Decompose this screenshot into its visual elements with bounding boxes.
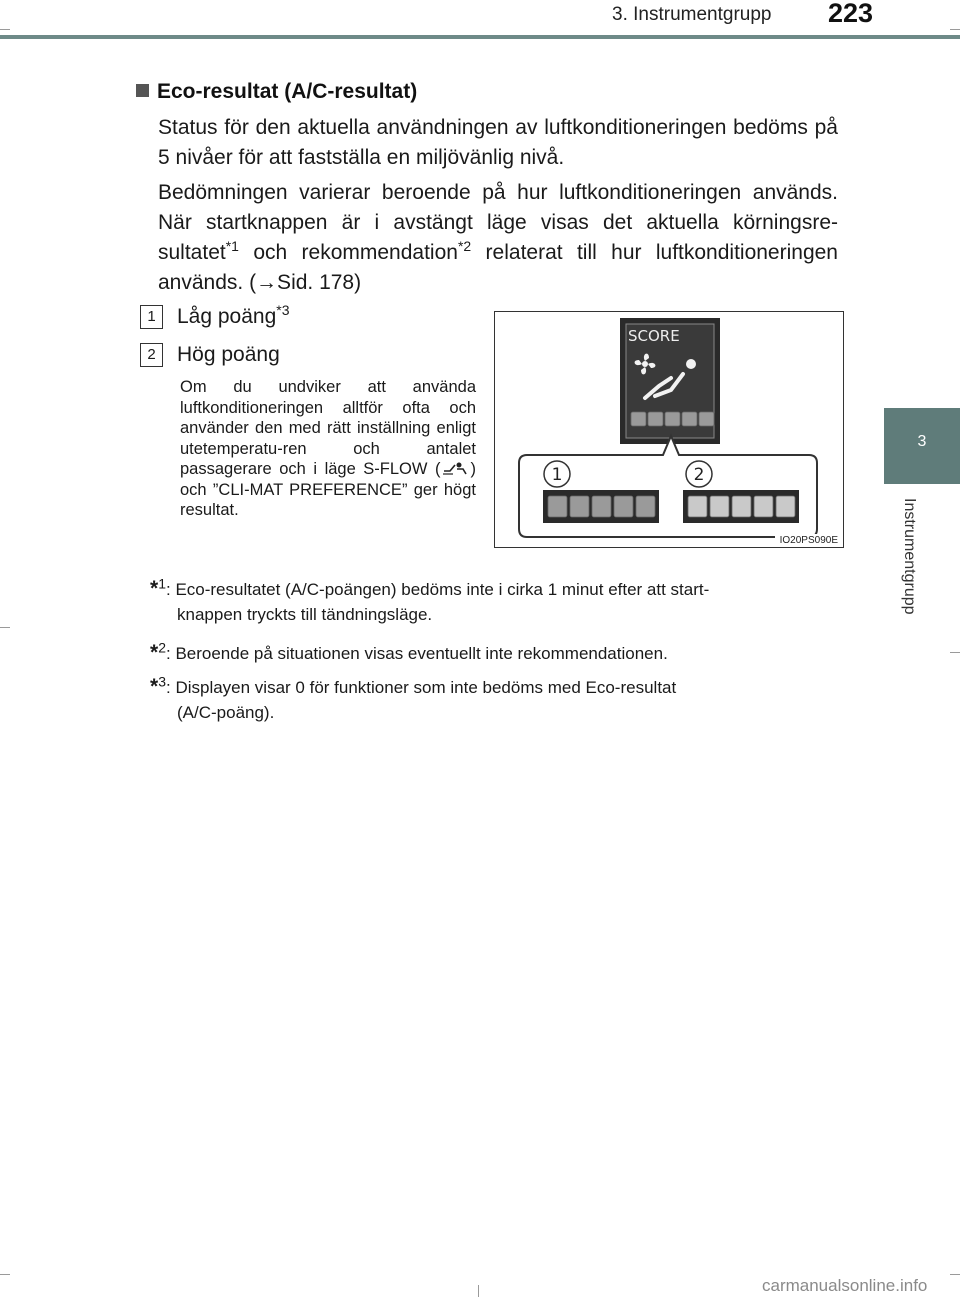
footnote-3: *$^3$: Displayen visar 0 för funktioner som inte bedöms med Eco-resultat (A/C-poäng). bbox=[150, 674, 840, 725]
side-tab-chapter-number: 3 bbox=[884, 408, 960, 484]
paragraph-assessment-text-c: relaterat till hur luftkonditioneringen används. (→Sid. 178) bbox=[158, 241, 838, 294]
callout-number-2: 2 bbox=[693, 465, 705, 485]
footnote-1: *$^1$: Eco-resultatet (A/C-poängen) bedöms inte i cirka 1 minut efter att start- knappen tryckts till tändningsläge. bbox=[150, 576, 840, 627]
paragraph-status bbox=[158, 113, 838, 173]
crop-mark bbox=[478, 1285, 479, 1297]
eco-score-figure bbox=[494, 311, 844, 548]
list-item-low-score bbox=[140, 302, 290, 329]
low-score-bar bbox=[548, 496, 655, 517]
section-heading-text: Eco-resultat (A/C-resultat) bbox=[157, 80, 418, 103]
square-bullet-icon bbox=[136, 84, 149, 97]
footnote-2-text: Beroende på situationen visas eventuellt inte rekommendationen. bbox=[175, 644, 668, 663]
paragraph-assessment-text-a: Bedömningen varierar beroende på hur luftkonditioneringen används. När startknappen är i avstängt läge visas det aktuella körningsre-sultatet bbox=[158, 181, 838, 264]
low-score-segment bbox=[614, 496, 633, 517]
item-label-low-score: Låg poäng bbox=[177, 305, 277, 328]
callout-number-1: 1 bbox=[551, 465, 563, 485]
header-rule bbox=[0, 35, 960, 39]
footnote-3-marker: * bbox=[150, 675, 159, 698]
footnote-1-text: Eco-resultatet (A/C-poängen) bedöms inte i cirka 1 minut efter att start- bbox=[175, 580, 710, 599]
item-number-1: 1 bbox=[140, 305, 163, 329]
item-label-high-score: Hög poäng bbox=[177, 343, 280, 366]
side-tab-label-text: Instrumentgrupp bbox=[901, 498, 918, 615]
footnote-ref-3: *3 bbox=[276, 302, 290, 318]
high-score-segment bbox=[688, 496, 707, 517]
crop-mark bbox=[950, 29, 960, 30]
description-text-b: ) och ”CLI-MAT PREFERENCE” ger högt resultat. bbox=[180, 460, 476, 519]
paragraph-status-text: Status för den aktuella användningen av luftkonditioneringen bedöms på 5 nivåer för att fastställa en miljövänlig nivå. bbox=[158, 116, 838, 169]
chapter-title: 3. Instrumentgrupp bbox=[612, 4, 772, 25]
item-number-2: 2 bbox=[140, 343, 163, 367]
low-score-segment bbox=[548, 496, 567, 517]
description-text-a: Om du undviker att använda luftkonditioneringen alltför ofta och använder den med rätt inställning enligt utetemperatu-ren och antalet passagerare och i läge S-FLOW ( bbox=[180, 378, 476, 478]
footnote-3-text-cont: (A/C-poäng). bbox=[177, 703, 275, 722]
footnote-ref-2: *2 bbox=[457, 238, 472, 254]
crop-mark bbox=[950, 652, 960, 653]
footnote-3-number: 3 bbox=[158, 673, 166, 690]
paragraph-assessment bbox=[158, 178, 838, 298]
section-heading bbox=[136, 80, 417, 104]
footnote-1-marker: * bbox=[150, 577, 159, 600]
footnote-2: *$^2$: Beroende på situationen visas eventuellt inte rekommendationen. bbox=[150, 639, 668, 664]
footnote-2-number: 2 bbox=[158, 639, 166, 656]
footnote-1-text-cont: knappen tryckts till tändningsläge. bbox=[177, 605, 433, 624]
watermark: carmanualsonline.info bbox=[762, 1276, 928, 1295]
page-number: 223 bbox=[828, 0, 874, 28]
screen-score-segment bbox=[648, 412, 663, 426]
high-score-segment bbox=[754, 496, 773, 517]
list-item-high-score bbox=[140, 343, 280, 367]
paragraph-assessment-text-b: och rekommendation bbox=[238, 241, 458, 264]
screen-score-segment bbox=[682, 412, 697, 426]
high-score-segment bbox=[732, 496, 751, 517]
screen-score-segment bbox=[631, 412, 646, 426]
footnote-3-text: Displayen visar 0 för funktioner som inte bedöms med Eco-resultat bbox=[175, 678, 677, 697]
screen-score-segment bbox=[699, 412, 714, 426]
side-tab-label bbox=[886, 494, 926, 644]
crop-mark bbox=[0, 1274, 10, 1275]
low-score-segment bbox=[636, 496, 655, 517]
high-score-bar bbox=[688, 496, 795, 517]
screen-score-label: SCORE bbox=[628, 327, 680, 345]
screen-score-bar bbox=[631, 412, 714, 426]
low-score-segment bbox=[570, 496, 589, 517]
figure-id: IO20PS090E bbox=[779, 535, 838, 546]
crop-mark bbox=[0, 29, 10, 30]
footnote-1-number: 1 bbox=[158, 575, 166, 592]
high-score-segment bbox=[710, 496, 729, 517]
eco-score-illustration bbox=[495, 312, 843, 547]
footnote-ref-1: *1 bbox=[225, 238, 239, 254]
crop-mark bbox=[950, 1274, 960, 1275]
high-score-segment bbox=[776, 496, 795, 517]
low-score-segment bbox=[592, 496, 611, 517]
footnote-2-marker: * bbox=[150, 641, 159, 664]
high-score-description bbox=[180, 377, 476, 521]
crop-mark bbox=[0, 627, 10, 628]
s-flow-icon bbox=[441, 460, 471, 476]
screen-score-segment bbox=[665, 412, 680, 426]
